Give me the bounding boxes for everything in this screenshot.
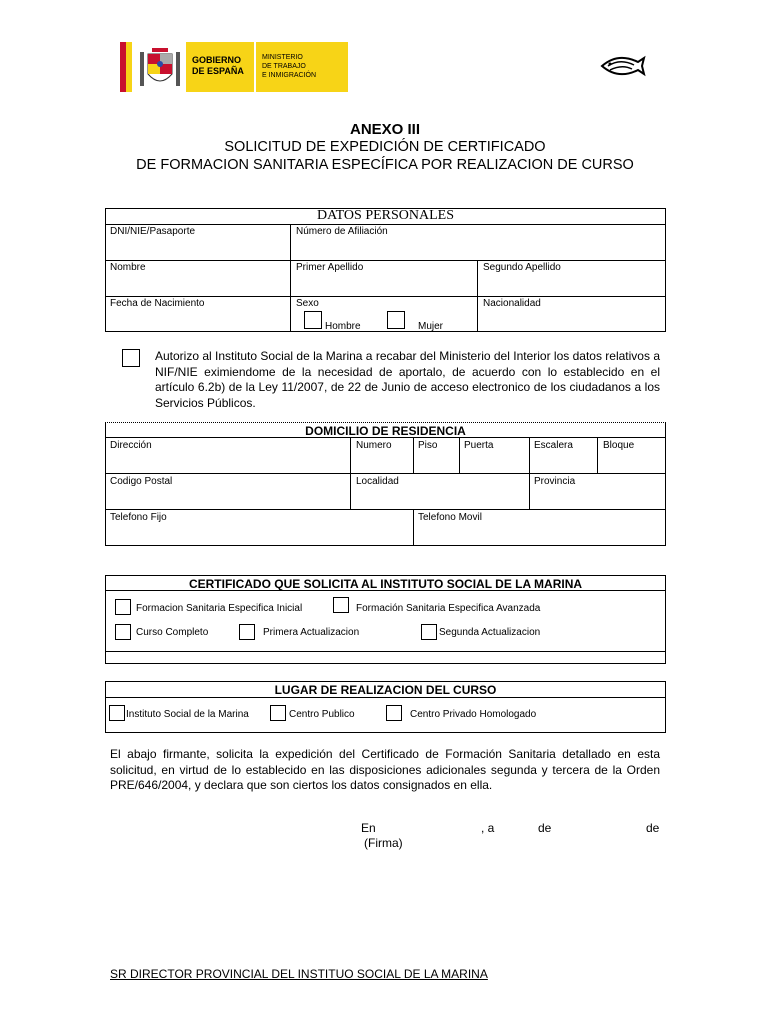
label-privado: Centro Privado Homologado xyxy=(410,709,537,720)
label-ism: Instituto Social de la Marina xyxy=(126,709,249,720)
checkbox-ism[interactable] xyxy=(109,705,125,721)
label-fecha-nacimiento: Fecha de Nacimiento xyxy=(110,298,205,309)
residence-heading: DOMICILIO DE RESIDENCIA xyxy=(305,424,466,438)
label-inicial: Formacion Sanitaria Especifica Inicial xyxy=(136,603,303,614)
label-dni: DNI/NIE/Pasaporte xyxy=(110,226,196,237)
label-localidad: Localidad xyxy=(356,476,399,487)
signature-de1: de xyxy=(538,821,552,835)
label-afiliacion: Número de Afiliación xyxy=(296,226,388,237)
signature-de2: de xyxy=(646,821,660,835)
addressee: SR DIRECTOR PROVINCIAL DEL INSTITUO SOCIAL DE LA MARINA xyxy=(110,967,488,981)
label-telefono-movil: Telefono Movil xyxy=(418,512,482,523)
label-sexo: Sexo xyxy=(296,298,319,309)
government-logo xyxy=(110,42,348,92)
ministry-name xyxy=(256,42,348,92)
label-puerta: Puerta xyxy=(464,440,494,451)
government-line1: GOBIERNO xyxy=(192,55,242,65)
label-primera: Primera Actualizacion xyxy=(263,627,360,638)
place-heading: LUGAR DE REALIZACION DEL CURSO xyxy=(274,683,497,697)
checkbox-curso-completo[interactable] xyxy=(115,624,131,640)
signature-firma: (Firma) xyxy=(364,836,403,850)
label-hombre: Hombre xyxy=(325,321,361,332)
ministry-line3: E INMIGRACIÓN xyxy=(262,72,317,79)
annex-title: ANEXO III xyxy=(349,121,420,138)
government-name xyxy=(186,42,254,92)
label-curso-completo: Curso Completo xyxy=(136,627,209,638)
signature-a: , a xyxy=(481,821,495,835)
checkbox-mujer[interactable] xyxy=(387,311,405,329)
label-avanzada: Formación Sanitaria Especifica Avanzada xyxy=(356,603,541,614)
checkbox-hombre[interactable] xyxy=(304,311,322,329)
label-primer-apellido: Primer Apellido xyxy=(296,262,364,273)
label-segundo-apellido: Segundo Apellido xyxy=(483,262,561,273)
label-mujer: Mujer xyxy=(418,321,444,332)
coat-of-arms-icon xyxy=(138,44,182,90)
ministry-line1: MINISTERIO xyxy=(262,54,303,61)
checkbox-segunda[interactable] xyxy=(421,624,437,640)
checkbox-publico[interactable] xyxy=(270,705,286,721)
flag-stripe-yellow xyxy=(126,42,132,92)
authorization-text: Autorizo al Instituto Social de la Marina a recabar del Ministerio del Interior los datos relativos a NIF/NIE eximiendome de la necesidad de aportalo, de acuerdo con lo establecido en el artículo 6.2b) de la Ley 11/2007, de 22 de Junio de acceso electronico de los ciudadanos a los Servicios Públicos. xyxy=(155,349,660,410)
label-direccion: Dirección xyxy=(110,440,152,451)
checkbox-avanzada[interactable] xyxy=(333,597,349,613)
checkbox-privado[interactable] xyxy=(386,705,402,721)
label-telefono-fijo: Telefono Fijo xyxy=(110,512,167,523)
declaration-text: El abajo firmante, solicita la expedición del Certificado de Formación Sanitaria detallado en esta solicitud, en virtud de lo establecido en las disposiciones adicionales segunda y tercera de la Orden PRE/646/2004, y declara que son ciertos los datos consignados en ella. xyxy=(110,747,660,792)
label-segunda: Segunda Actualizacion xyxy=(439,627,541,638)
label-codigo-postal: Codigo Postal xyxy=(110,476,173,487)
label-numero: Numero xyxy=(356,440,392,451)
checkbox-inicial[interactable] xyxy=(115,599,131,615)
personal-data-heading: DATOS PERSONALES xyxy=(316,208,455,223)
label-provincia: Provincia xyxy=(534,476,576,487)
certificate-heading: CERTIFICADO QUE SOLICITA AL INSTITUTO SOCIAL DE LA MARINA xyxy=(188,577,583,591)
ism-fish-logo-icon xyxy=(598,52,646,78)
label-escalera: Escalera xyxy=(534,440,573,451)
checkbox-primera[interactable] xyxy=(239,624,255,640)
label-nombre: Nombre xyxy=(110,262,146,273)
checkbox-authorization[interactable] xyxy=(122,349,140,367)
label-nacionalidad: Nacionalidad xyxy=(483,298,541,309)
form-title-line2: DE FORMACION SANITARIA ESPECÍFICA POR REALIZACION DE CURSO xyxy=(136,157,634,173)
signature-en: En xyxy=(361,821,376,835)
label-publico: Centro Publico xyxy=(289,709,355,720)
government-line2: DE ESPAÑA xyxy=(192,66,244,76)
ministry-line2: DE TRABAJO xyxy=(262,63,306,70)
label-piso: Piso xyxy=(418,440,438,451)
form-title-line1: SOLICITUD DE EXPEDICIÓN DE CERTIFICADO xyxy=(224,139,546,155)
label-bloque: Bloque xyxy=(603,440,635,451)
